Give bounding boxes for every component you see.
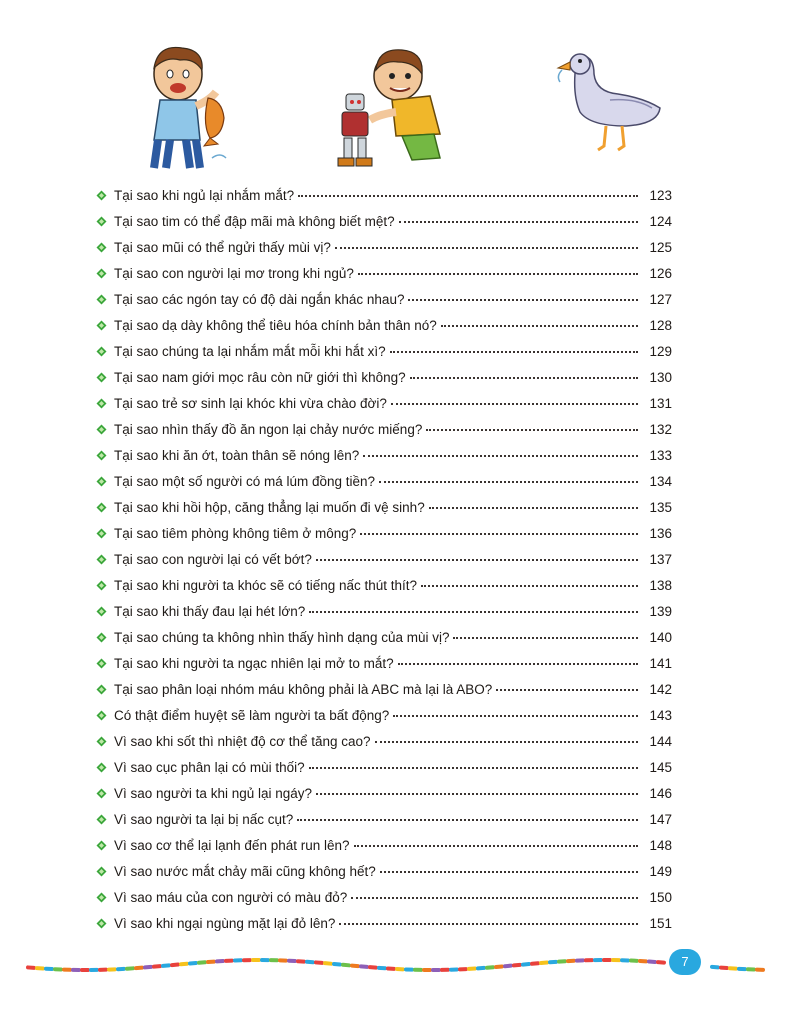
dot-leader [297,818,638,821]
toc-item-page: 147 [649,812,672,827]
toc-item [96,885,672,911]
dot-leader [410,376,638,379]
toc-item-page: 148 [649,838,672,853]
toc-item-title: Tại sao chúng ta lại nhắm mắt mỗi khi hắt xì? [114,344,386,359]
toc-item [96,365,672,391]
toc-item [96,521,672,547]
wave-dash [343,965,349,966]
dot-leader [379,480,638,483]
toc-item [96,287,672,313]
wave-dash [361,966,367,967]
dot-leader [375,740,638,743]
diamond-bullet-icon [96,632,107,643]
toc-item-title: Tại sao con người lại có vết bớt? [114,552,312,567]
toc-item-title: Vì sao người ta lại bị nấc cụt? [114,812,294,827]
toc-item [96,833,672,859]
diamond-bullet-icon [96,476,107,487]
toc-item-page: 128 [649,318,672,333]
dot-leader [421,584,638,587]
toc-item-title: Vì sao nước mắt chảy mãi cũng không hết? [114,864,376,879]
toc-item-title: Vì sao máu của con người có màu đỏ? [114,890,348,905]
toc-item-page: 124 [649,214,672,229]
dot-leader [496,688,638,691]
illustrations-header [0,0,800,180]
page-number-badge: 7 [669,949,701,975]
toc-item [96,859,672,885]
toc-item-page: 135 [649,500,672,515]
toc-item-title: Tại sao dạ dày không thể tiêu hóa chính bản thân nó? [114,318,437,333]
toc-item-title: Tại sao trẻ sơ sinh lại khóc khi vừa chào đời? [114,396,387,411]
dot-leader [351,896,638,899]
toc-item-page: 133 [649,448,672,463]
diamond-bullet-icon [96,580,107,591]
toc-item-title: Tại sao con người lại mơ trong khi ngủ? [114,266,354,281]
diamond-bullet-icon [96,762,107,773]
toc-item [96,547,672,573]
dot-leader [298,194,638,197]
dot-leader [393,714,638,717]
diamond-bullet-icon [96,788,107,799]
dot-leader [339,922,638,925]
toc-item-page: 139 [649,604,672,619]
toc-item-title: Tại sao phân loại nhóm máu không phải là ABC mà lại là ABO? [114,682,493,697]
toc-item-page: 145 [649,760,672,775]
dot-leader [354,844,638,847]
wave-dash [181,964,187,965]
dot-leader [309,766,638,769]
diamond-bullet-icon [96,424,107,435]
dot-leader [408,298,638,301]
dot-leader [335,246,638,249]
toc-item-title: Tại sao khi ăn ớt, toàn thân sẽ nóng lên? [114,448,360,463]
toc-item-page: 141 [649,656,672,671]
toc-item [96,261,672,287]
toc-item [96,235,672,261]
dot-leader [309,610,638,613]
wave-dash [505,966,511,967]
diamond-bullet-icon [96,892,107,903]
diamond-bullet-icon [96,372,107,383]
toc-item-title: Tại sao tim có thể đập mãi mà không biết mệt? [114,214,395,229]
toc-item [96,339,672,365]
dot-leader [441,324,638,327]
toc-item-title: Tại sao khi ngủ lại nhắm mắt? [114,188,295,203]
toc-item [96,625,672,651]
toc-item [96,703,672,729]
toc-item-page: 149 [649,864,672,879]
dot-leader [398,662,638,665]
diamond-bullet-icon [96,814,107,825]
toc-item-page: 125 [649,240,672,255]
diamond-bullet-icon [96,528,107,539]
toc-item-title: Vì sao khi sốt thì nhiệt độ cơ thể tăng cao? [114,734,371,749]
toc-item-title: Tại sao mũi có thể ngửi thấy mùi vị? [114,240,331,255]
toc-item [96,417,672,443]
table-of-contents [96,183,672,937]
toc-item [96,443,672,469]
dot-leader [399,220,638,223]
wave-dash [163,965,169,966]
diamond-bullet-icon [96,658,107,669]
toc-item-page: 131 [649,396,672,411]
goose-illustration [540,34,670,164]
toc-item [96,573,672,599]
diamond-bullet-icon [96,216,107,227]
diamond-bullet-icon [96,840,107,851]
toc-item-page: 123 [649,188,672,203]
diamond-bullet-icon [96,866,107,877]
toc-item-title: Tại sao khi người ta ngạc nhiên lại mở to mắt? [114,656,394,671]
toc-item-title: Tại sao khi hồi hộp, căng thẳng lại muốn đi vệ sinh? [114,500,425,515]
toc-item-page: 151 [649,916,672,931]
wave-dash [523,964,529,965]
toc-item [96,755,672,781]
diamond-bullet-icon [96,190,107,201]
wave-dash [154,966,160,967]
boy-with-fish-illustration [130,40,240,170]
diamond-bullet-icon [96,554,107,565]
toc-item-title: Tại sao tiêm phòng không tiêm ở mông? [114,526,357,541]
toc-item [96,469,672,495]
toc-item-title: Tại sao khi người ta khóc sẽ có tiếng nấc thút thít? [114,578,418,593]
diamond-bullet-icon [96,346,107,357]
dot-leader [453,636,638,639]
diamond-bullet-icon [96,398,107,409]
diamond-bullet-icon [96,502,107,513]
toc-item-page: 140 [649,630,672,645]
toc-item [96,183,672,209]
diamond-bullet-icon [96,320,107,331]
toc-item-page: 130 [649,370,672,385]
toc-item-page: 127 [649,292,672,307]
toc-item-title: Tại sao nam giới mọc râu còn nữ giới thì không? [114,370,406,385]
toc-item [96,599,672,625]
wave-dash [190,963,196,964]
toc-item-page: 137 [649,552,672,567]
diamond-bullet-icon [96,268,107,279]
dot-leader [316,792,638,795]
toc-item-title: Vì sao khi ngại ngùng mặt lại đỏ lên? [114,916,336,931]
toc-item-title: Tại sao khi thấy đau lại hét lớn? [114,604,306,619]
dot-leader [363,454,638,457]
toc-item-title: Tại sao chúng ta không nhìn thấy hình dạng của mùi vị? [114,630,450,645]
toc-item-page: 144 [649,734,672,749]
diamond-bullet-icon [96,684,107,695]
toc-item-title: Vì sao người ta khi ngủ lại ngáy? [114,786,313,801]
wave-dash [172,965,178,966]
diamond-bullet-icon [96,606,107,617]
diamond-bullet-icon [96,294,107,305]
diamond-bullet-icon [96,242,107,253]
boy-with-robot-illustration [322,40,462,170]
wave-dash [352,966,358,967]
wave-dash [496,966,502,967]
toc-item-page: 132 [649,422,672,437]
toc-item-page: 138 [649,578,672,593]
dot-leader [316,558,638,561]
dot-leader [380,870,638,873]
toc-item [96,209,672,235]
toc-item-page: 129 [649,344,672,359]
toc-item-page: 143 [649,708,672,723]
toc-item [96,651,672,677]
toc-item-title: Vì sao cục phân lại có mùi thối? [114,760,305,775]
toc-item [96,677,672,703]
dot-leader [391,402,638,405]
toc-item-title: Tại sao một số người có má lúm đồng tiền? [114,474,376,489]
diamond-bullet-icon [96,710,107,721]
toc-item-page: 134 [649,474,672,489]
toc-item [96,781,672,807]
toc-item [96,807,672,833]
dot-leader [426,428,638,431]
toc-item [96,391,672,417]
toc-item [96,313,672,339]
toc-item-page: 126 [649,266,672,281]
diamond-bullet-icon [96,450,107,461]
toc-item [96,495,672,521]
toc-item-page: 146 [649,786,672,801]
diamond-bullet-icon [96,918,107,929]
dot-leader [429,506,638,509]
toc-item-title: Tại sao nhìn thấy đồ ăn ngon lại chảy nước miếng? [114,422,423,437]
wave-dash [334,964,340,965]
toc-item-title: Vì sao cơ thể lại lạnh đến phát run lên? [114,838,350,853]
dot-leader [360,532,638,535]
wave-dash [325,963,331,964]
diamond-bullet-icon [96,736,107,747]
toc-item-page: 150 [649,890,672,905]
dot-leader [390,350,638,353]
dot-leader [358,272,638,275]
toc-item [96,911,672,937]
toc-item-page: 142 [649,682,672,697]
wave-dash [532,963,538,964]
toc-item-title: Có thật điểm huyệt sẽ làm người ta bất động? [114,708,390,723]
toc-item [96,729,672,755]
wave-dash [514,965,520,966]
toc-item-page: 136 [649,526,672,541]
toc-item-title: Tại sao các ngón tay có độ dài ngắn khác nhau? [114,292,405,307]
